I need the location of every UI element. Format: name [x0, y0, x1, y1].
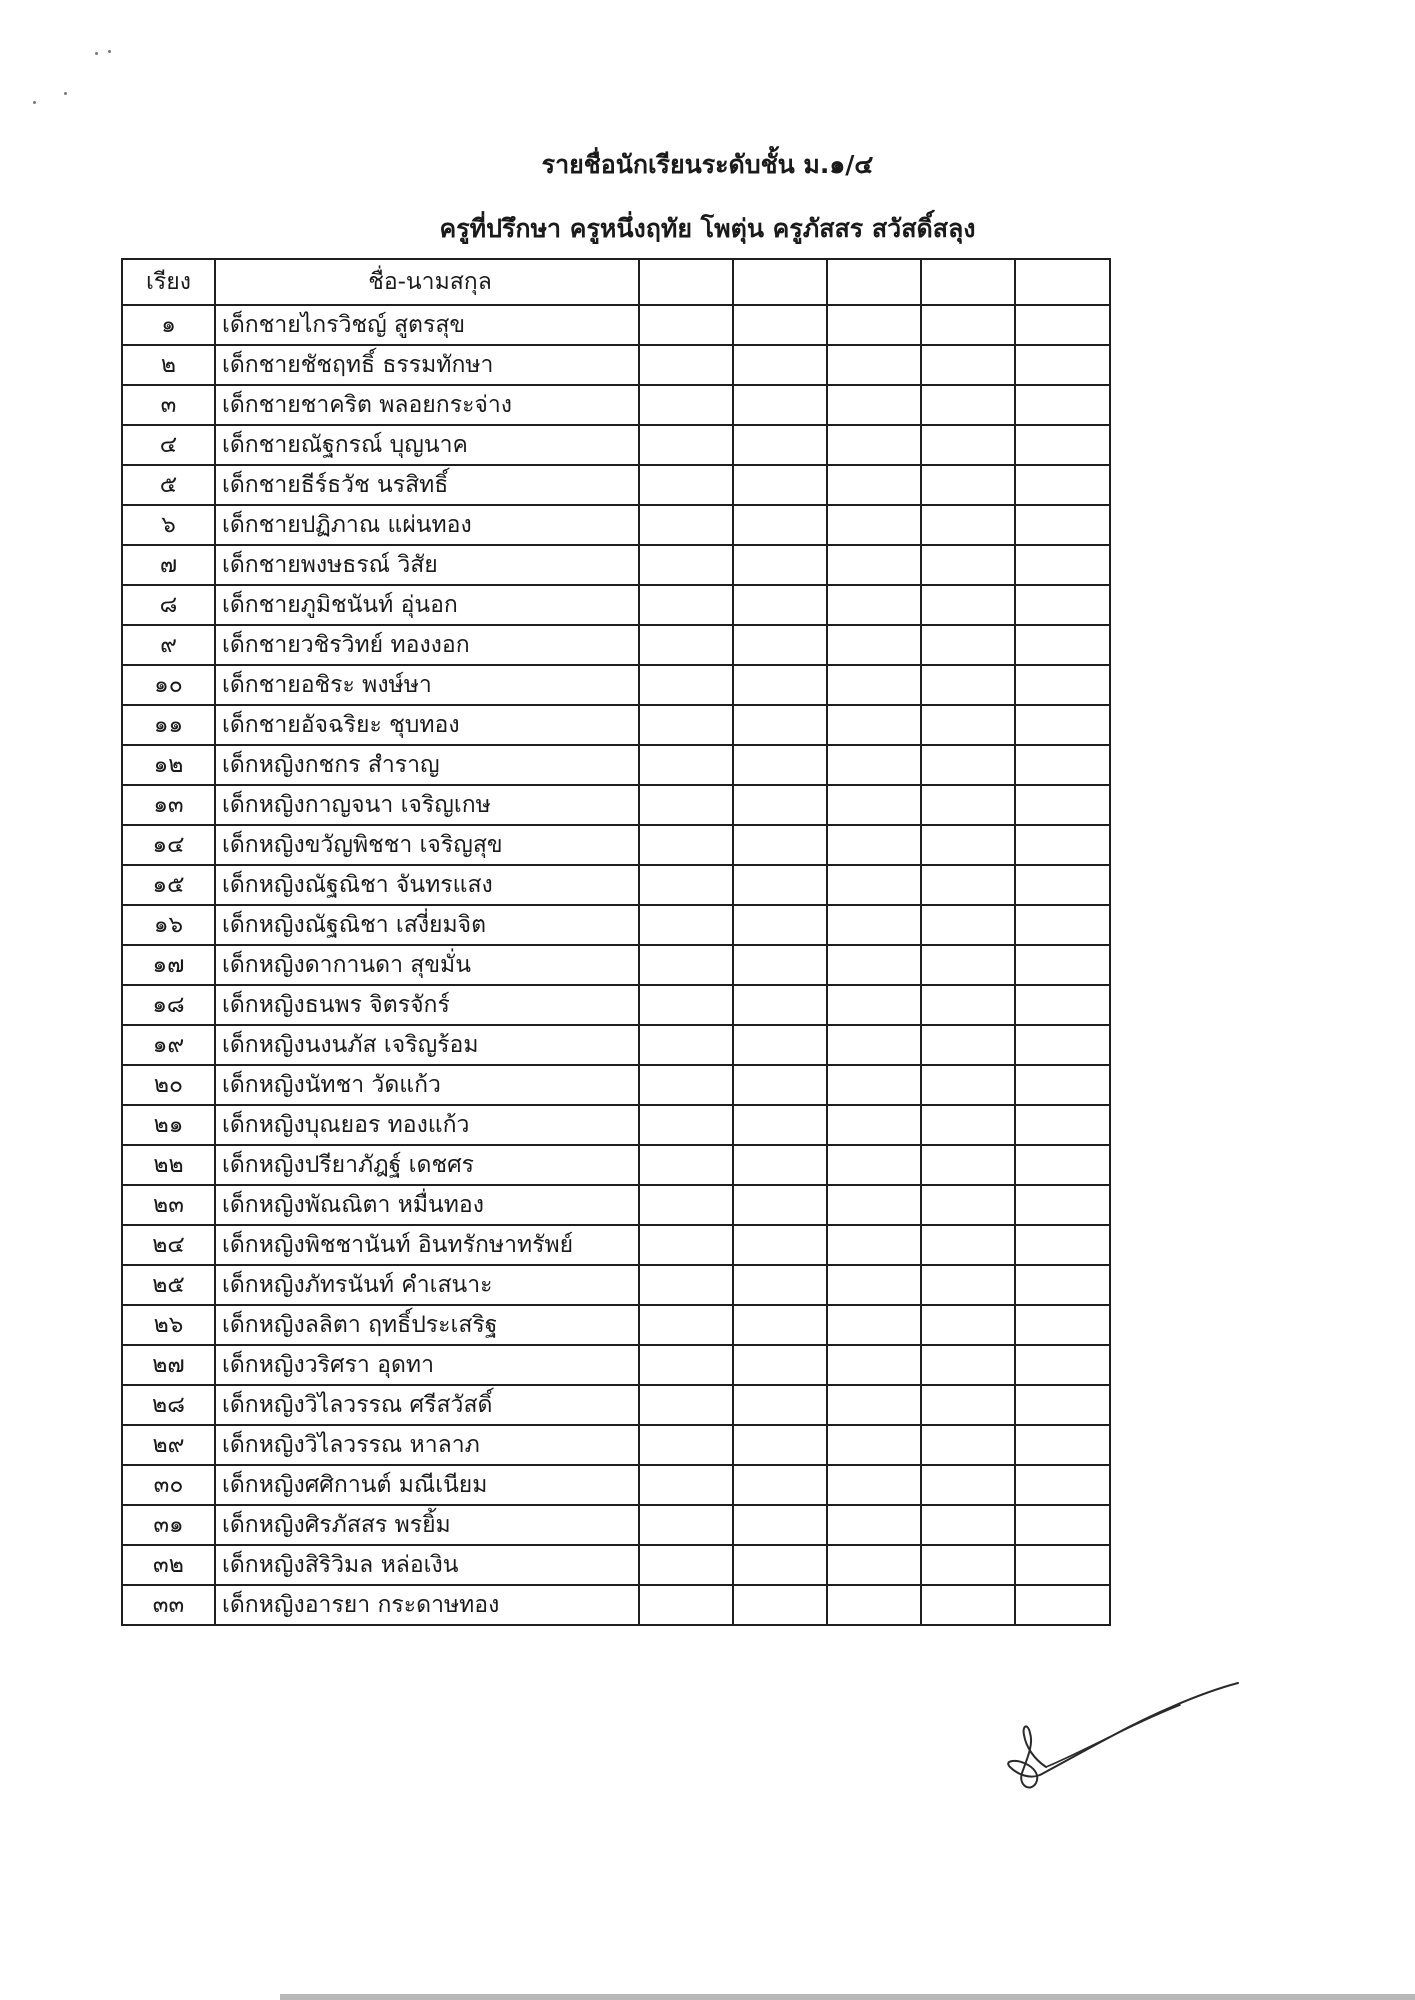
student-name: เด็กชายภูมิชนันท์ อุ่นอก [215, 585, 639, 625]
student-name: เด็กหญิงขวัญพิชชา เจริญสุข [215, 825, 639, 865]
row-number: ๒๓ [122, 1185, 215, 1225]
blank-cell [733, 785, 827, 825]
scan-speck [33, 101, 36, 104]
student-name: เด็กหญิงพิชชานันท์ อินทรักษาทรัพย์ [215, 1225, 639, 1265]
blank-cell [1015, 1025, 1110, 1065]
header-blank [639, 259, 733, 305]
blank-cell [639, 1385, 733, 1425]
blank-cell [1015, 1385, 1110, 1425]
table-row [122, 585, 1110, 625]
blank-cell [827, 665, 921, 705]
blank-cell [639, 345, 733, 385]
blank-cell [827, 305, 921, 345]
student-name: เด็กหญิงวิไลวรรณ หาลาภ [215, 1425, 639, 1465]
table-row [122, 865, 1110, 905]
row-number: ๕ [122, 465, 215, 505]
blank-cell [1015, 385, 1110, 425]
scan-edge-shadow [280, 1994, 1415, 2000]
student-name: เด็กชายอชิระ พงษ์ษา [215, 665, 639, 705]
blank-cell [827, 1145, 921, 1185]
row-number: ๒๐ [122, 1065, 215, 1105]
table-row [122, 665, 1110, 705]
blank-cell [639, 1545, 733, 1585]
blank-cell [1015, 1225, 1110, 1265]
blank-cell [733, 345, 827, 385]
table-row [122, 465, 1110, 505]
blank-cell [1015, 825, 1110, 865]
blank-cell [827, 1585, 921, 1625]
row-number: ๒๕ [122, 1265, 215, 1305]
blank-cell [1015, 1105, 1110, 1145]
blank-cell [1015, 1545, 1110, 1585]
blank-cell [639, 1145, 733, 1185]
blank-cell [921, 425, 1015, 465]
blank-cell [1015, 705, 1110, 745]
table-body [122, 305, 1110, 1625]
blank-cell [827, 705, 921, 745]
blank-cell [733, 1145, 827, 1185]
blank-cell [733, 1065, 827, 1105]
row-number: ๑๑ [122, 705, 215, 745]
blank-cell [827, 345, 921, 385]
blank-cell [733, 865, 827, 905]
table-row [122, 1385, 1110, 1425]
student-name: เด็กหญิงนัทชา วัดแก้ว [215, 1065, 639, 1105]
blank-cell [639, 1505, 733, 1545]
blank-cell [733, 1105, 827, 1145]
blank-cell [921, 505, 1015, 545]
row-number: ๑๖ [122, 905, 215, 945]
blank-cell [639, 825, 733, 865]
row-number: ๘ [122, 585, 215, 625]
blank-cell [733, 1545, 827, 1585]
blank-cell [921, 385, 1015, 425]
row-number: ๑๒ [122, 745, 215, 785]
blank-cell [733, 1025, 827, 1065]
blank-cell [639, 1185, 733, 1225]
blank-cell [1015, 505, 1110, 545]
row-number: ๒ [122, 345, 215, 385]
table-row [122, 385, 1110, 425]
blank-cell [639, 1345, 733, 1385]
student-name: เด็กชายชัชฤทธิ์ ธรรมทักษา [215, 345, 639, 385]
row-number: ๒๖ [122, 1305, 215, 1345]
blank-cell [827, 1185, 921, 1225]
blank-cell [1015, 1265, 1110, 1305]
row-number: ๑ [122, 305, 215, 345]
blank-cell [827, 1465, 921, 1505]
table-row [122, 1505, 1110, 1545]
student-name: เด็กหญิงณัฐณิชา จันทรแสง [215, 865, 639, 905]
blank-cell [733, 705, 827, 745]
row-number: ๒๔ [122, 1225, 215, 1265]
scan-speck [108, 50, 111, 53]
blank-cell [921, 1465, 1015, 1505]
row-number: ๒๒ [122, 1145, 215, 1185]
table-row [122, 1185, 1110, 1225]
blank-cell [639, 425, 733, 465]
blank-cell [827, 1065, 921, 1105]
table-row [122, 1345, 1110, 1385]
student-name: เด็กชายณัฐกรณ์ บุญนาค [215, 425, 639, 465]
blank-cell [1015, 1505, 1110, 1545]
table-row [122, 625, 1110, 665]
blank-cell [639, 1025, 733, 1065]
blank-cell [1015, 785, 1110, 825]
blank-cell [921, 545, 1015, 585]
blank-cell [921, 785, 1015, 825]
blank-cell [639, 745, 733, 785]
blank-cell [827, 865, 921, 905]
blank-cell [921, 1505, 1015, 1545]
header-blank [1015, 259, 1110, 305]
blank-cell [921, 985, 1015, 1025]
blank-cell [921, 1305, 1015, 1345]
blank-cell [827, 625, 921, 665]
blank-cell [733, 1265, 827, 1305]
blank-cell [1015, 1065, 1110, 1105]
blank-cell [1015, 945, 1110, 985]
blank-cell [827, 1305, 921, 1345]
blank-cell [921, 345, 1015, 385]
header-number: เรียง [122, 259, 215, 305]
row-number: ๖ [122, 505, 215, 545]
blank-cell [1015, 1345, 1110, 1385]
student-name: เด็กหญิงดากานดา สุขมั่น [215, 945, 639, 985]
blank-cell [921, 825, 1015, 865]
blank-cell [921, 865, 1015, 905]
table-row [122, 1425, 1110, 1465]
blank-cell [827, 385, 921, 425]
student-name: เด็กหญิงวิไลวรรณ ศรีสวัสดิ์ [215, 1385, 639, 1425]
blank-cell [921, 1025, 1015, 1065]
student-name: เด็กชายวชิรวิทย์ ทองงอก [215, 625, 639, 665]
blank-cell [733, 1425, 827, 1465]
row-number: ๑๙ [122, 1025, 215, 1065]
blank-cell [639, 905, 733, 945]
blank-cell [921, 905, 1015, 945]
blank-cell [639, 465, 733, 505]
table-row [122, 1545, 1110, 1585]
row-number: ๓๑ [122, 1505, 215, 1545]
blank-cell [1015, 1425, 1110, 1465]
blank-cell [921, 305, 1015, 345]
student-name: เด็กหญิงลลิตา ฤทธิ์ประเสริฐ [215, 1305, 639, 1345]
blank-cell [639, 1105, 733, 1145]
table-row [122, 545, 1110, 585]
blank-cell [733, 385, 827, 425]
document-title: รายชื่อนักเรียนระดับชั้น ม.๑/๔ [541, 150, 874, 179]
blank-cell [733, 425, 827, 465]
blank-cell [827, 1225, 921, 1265]
student-name: เด็กหญิงศิรภัสสร พรยิ้ม [215, 1505, 639, 1545]
blank-cell [827, 1105, 921, 1145]
row-number: ๑๕ [122, 865, 215, 905]
blank-cell [921, 665, 1015, 705]
blank-cell [827, 1385, 921, 1425]
blank-cell [733, 1305, 827, 1345]
row-number: ๑๐ [122, 665, 215, 705]
row-number: ๒๘ [122, 1385, 215, 1425]
blank-cell [921, 705, 1015, 745]
row-number: ๙ [122, 625, 215, 665]
student-name: เด็กหญิงณัฐณิชา เสงี่ยมจิต [215, 905, 639, 945]
blank-cell [827, 825, 921, 865]
blank-cell [639, 785, 733, 825]
header-blank [827, 259, 921, 305]
table-row [122, 1265, 1110, 1305]
student-name: เด็กหญิงนงนภัส เจริญร้อม [215, 1025, 639, 1065]
blank-cell [827, 585, 921, 625]
table-row [122, 1145, 1110, 1185]
header-blank [921, 259, 1015, 305]
blank-cell [827, 905, 921, 945]
student-roster-table [121, 258, 1111, 1626]
header-blank [733, 259, 827, 305]
row-number: ๔ [122, 425, 215, 465]
row-number: ๓ [122, 385, 215, 425]
row-number: ๑๗ [122, 945, 215, 985]
table-row [122, 825, 1110, 865]
blank-cell [827, 465, 921, 505]
blank-cell [639, 305, 733, 345]
blank-cell [921, 1425, 1015, 1465]
student-name: เด็กชายธีร์ธวัช นรสิทธิ์ [215, 465, 639, 505]
table-row [122, 705, 1110, 745]
scan-speck [95, 52, 98, 55]
blank-cell [1015, 545, 1110, 585]
blank-cell [639, 1465, 733, 1505]
student-name: เด็กชายไกรวิชญ์ สูตรสุข [215, 305, 639, 345]
table-row [122, 1025, 1110, 1065]
blank-cell [639, 945, 733, 985]
blank-cell [827, 505, 921, 545]
table-row [122, 505, 1110, 545]
table-row [122, 945, 1110, 985]
table-row [122, 1585, 1110, 1625]
blank-cell [827, 1345, 921, 1385]
blank-cell [921, 1145, 1015, 1185]
row-number: ๒๗ [122, 1345, 215, 1385]
blank-cell [827, 785, 921, 825]
student-name: เด็กหญิงอารยา กระดาษทอง [215, 1585, 639, 1625]
table-row [122, 345, 1110, 385]
table-row [122, 1105, 1110, 1145]
blank-cell [827, 1265, 921, 1305]
blank-cell [639, 385, 733, 425]
blank-cell [639, 1585, 733, 1625]
student-name: เด็กหญิงศศิกานต์ มณีเนียม [215, 1465, 639, 1505]
student-name: เด็กหญิงธนพร จิตรจักร์ [215, 985, 639, 1025]
blank-cell [733, 945, 827, 985]
blank-cell [921, 1225, 1015, 1265]
table-row [122, 1465, 1110, 1505]
table-row [122, 985, 1110, 1025]
table-row [122, 305, 1110, 345]
student-name: เด็กหญิงภัทรนันท์ คำเสนาะ [215, 1265, 639, 1305]
blank-cell [639, 505, 733, 545]
student-name: เด็กหญิงวริศรา อุดทา [215, 1345, 639, 1385]
blank-cell [827, 545, 921, 585]
blank-cell [921, 745, 1015, 785]
row-number: ๗ [122, 545, 215, 585]
blank-cell [921, 1345, 1015, 1385]
table-row [122, 905, 1110, 945]
student-name: เด็กหญิงปรียาภัฎฐ์ เดชศร [215, 1145, 639, 1185]
blank-cell [1015, 905, 1110, 945]
blank-cell [1015, 625, 1110, 665]
blank-cell [733, 1505, 827, 1545]
student-name: เด็กหญิงสิริวิมล หล่อเงิน [215, 1545, 639, 1585]
blank-cell [827, 1025, 921, 1065]
blank-cell [733, 745, 827, 785]
document-subtitle: ครูที่ปรึกษา ครูหนึ่งฤทัย โพตุ่น ครูภัสสร สวัสดิ์สลุง [439, 214, 976, 243]
blank-cell [639, 665, 733, 705]
row-number: ๓๓ [122, 1585, 215, 1625]
blank-cell [921, 625, 1015, 665]
blank-cell [639, 625, 733, 665]
blank-cell [921, 1105, 1015, 1145]
blank-cell [1015, 865, 1110, 905]
blank-cell [921, 585, 1015, 625]
blank-cell [733, 985, 827, 1025]
blank-cell [1015, 305, 1110, 345]
blank-cell [733, 665, 827, 705]
student-name: เด็กชายอัจฉริยะ ชุบทอง [215, 705, 639, 745]
blank-cell [827, 425, 921, 465]
row-number: ๑๓ [122, 785, 215, 825]
table-row [122, 1065, 1110, 1105]
blank-cell [921, 945, 1015, 985]
blank-cell [733, 905, 827, 945]
blank-cell [827, 1505, 921, 1545]
blank-cell [1015, 1585, 1110, 1625]
blank-cell [1015, 345, 1110, 385]
blank-cell [733, 1185, 827, 1225]
blank-cell [1015, 1185, 1110, 1225]
handwritten-signature [1000, 1675, 1240, 1805]
blank-cell [639, 1305, 733, 1345]
blank-cell [639, 705, 733, 745]
blank-cell [733, 1225, 827, 1265]
blank-cell [921, 1265, 1015, 1305]
blank-cell [921, 1385, 1015, 1425]
blank-cell [733, 1585, 827, 1625]
table-row [122, 425, 1110, 465]
table-row [122, 1305, 1110, 1345]
row-number: ๑๘ [122, 985, 215, 1025]
blank-cell [1015, 585, 1110, 625]
blank-cell [827, 945, 921, 985]
table-row [122, 1225, 1110, 1265]
blank-cell [733, 465, 827, 505]
blank-cell [1015, 1465, 1110, 1505]
blank-cell [733, 585, 827, 625]
blank-cell [733, 1385, 827, 1425]
blank-cell [733, 625, 827, 665]
blank-cell [1015, 1145, 1110, 1185]
row-number: ๒๙ [122, 1425, 215, 1465]
blank-cell [639, 865, 733, 905]
row-number: ๑๔ [122, 825, 215, 865]
blank-cell [733, 305, 827, 345]
table-header-row [122, 259, 1110, 305]
blank-cell [921, 1065, 1015, 1105]
row-number: ๓๐ [122, 1465, 215, 1505]
scan-speck [64, 92, 67, 95]
blank-cell [1015, 465, 1110, 505]
blank-cell [639, 985, 733, 1025]
blank-cell [639, 585, 733, 625]
blank-cell [921, 1545, 1015, 1585]
blank-cell [827, 745, 921, 785]
blank-cell [639, 1425, 733, 1465]
blank-cell [921, 465, 1015, 505]
student-name: เด็กหญิงกาญจนา เจริญเกษ [215, 785, 639, 825]
row-number: ๒๑ [122, 1105, 215, 1145]
blank-cell [639, 545, 733, 585]
header-name: ชื่อ-นามสกุล [215, 259, 639, 305]
blank-cell [827, 1545, 921, 1585]
student-name: เด็กชายชาคริต พลอยกระจ่าง [215, 385, 639, 425]
blank-cell [733, 1345, 827, 1385]
blank-cell [921, 1585, 1015, 1625]
student-name: เด็กหญิงบุณยอร ทองแก้ว [215, 1105, 639, 1145]
student-name: เด็กหญิงกชกร สำราญ [215, 745, 639, 785]
blank-cell [1015, 665, 1110, 705]
blank-cell [733, 545, 827, 585]
blank-cell [1015, 1305, 1110, 1345]
blank-cell [639, 1065, 733, 1105]
blank-cell [639, 1265, 733, 1305]
blank-cell [1015, 985, 1110, 1025]
blank-cell [827, 985, 921, 1025]
blank-cell [733, 1465, 827, 1505]
blank-cell [1015, 745, 1110, 785]
table-row [122, 785, 1110, 825]
blank-cell [733, 505, 827, 545]
table-row [122, 745, 1110, 785]
blank-cell [921, 1185, 1015, 1225]
student-name: เด็กหญิงพัณณิตา หมื่นทอง [215, 1185, 639, 1225]
student-name: เด็กชายปฏิภาณ แผ่นทอง [215, 505, 639, 545]
blank-cell [639, 1225, 733, 1265]
blank-cell [827, 1425, 921, 1465]
blank-cell [733, 825, 827, 865]
student-name: เด็กชายพงษธรณ์ วิสัย [215, 545, 639, 585]
row-number: ๓๒ [122, 1545, 215, 1585]
blank-cell [1015, 425, 1110, 465]
